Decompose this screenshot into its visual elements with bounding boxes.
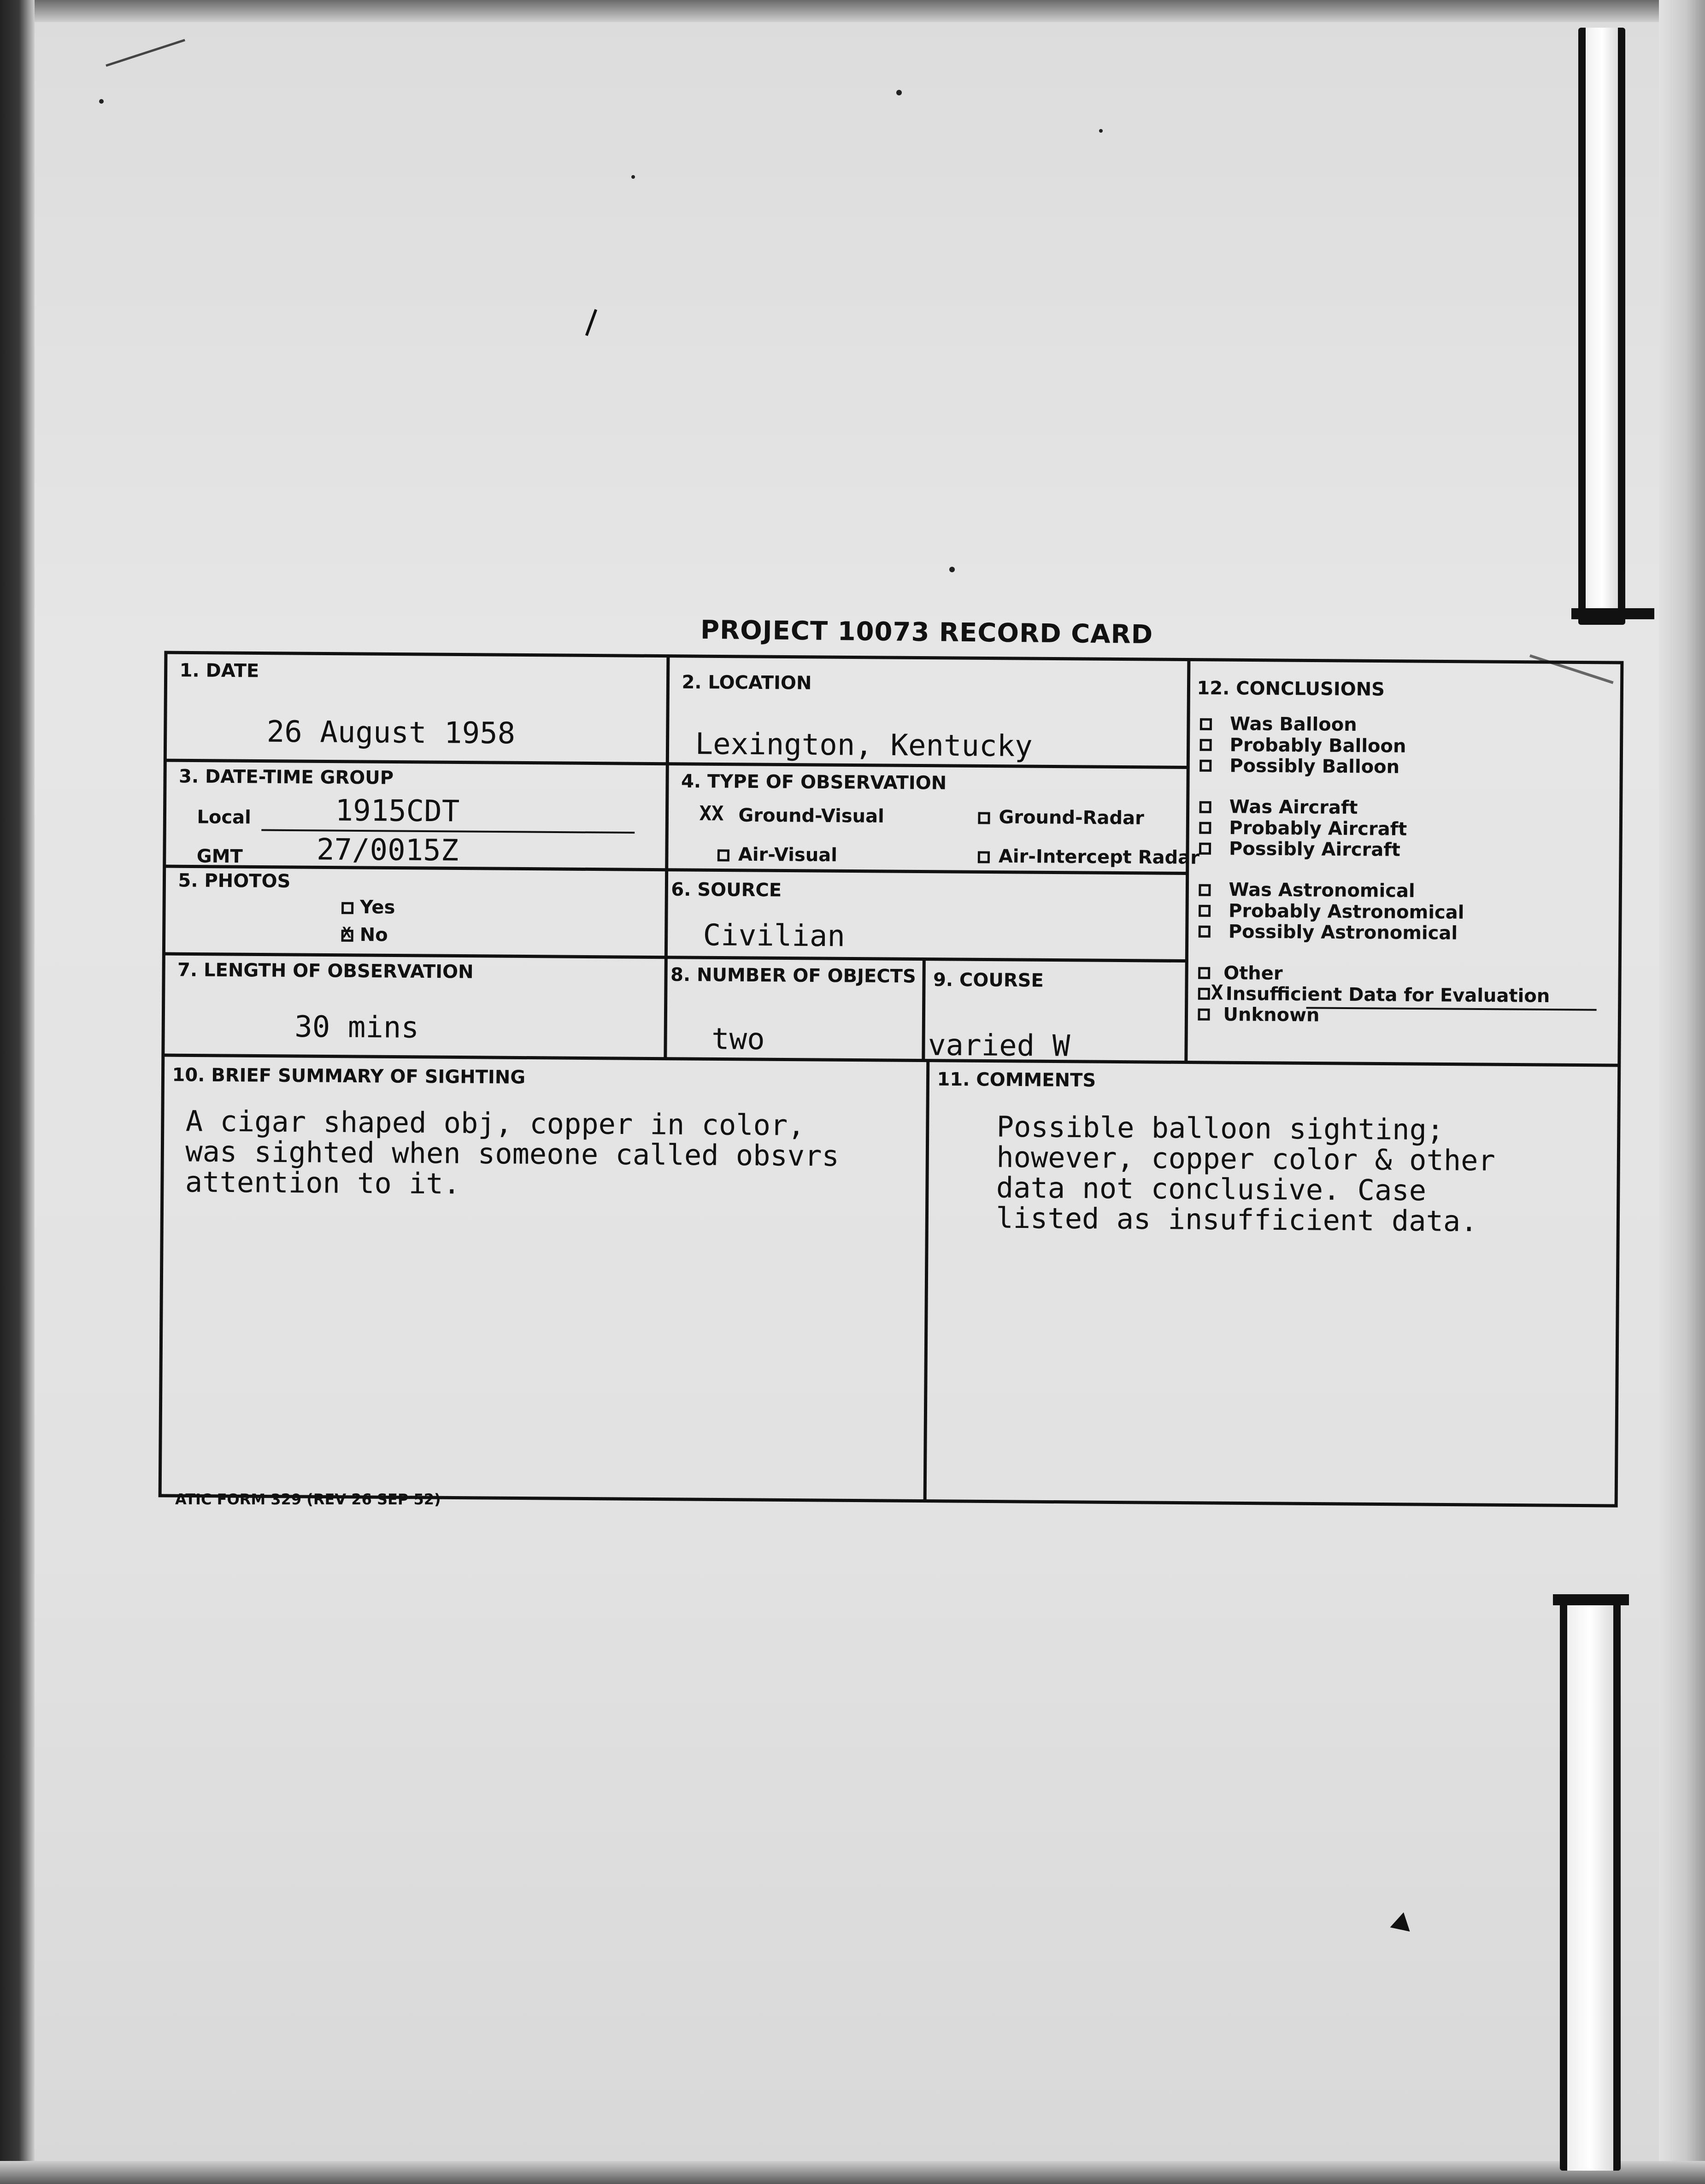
option-possibly-balloon: Possibly Balloon (1229, 755, 1400, 778)
field-label-date-time-group: 3. DATE-TIME GROUP (178, 766, 394, 789)
gmt-label: GMT (196, 845, 243, 868)
grid-line (163, 1055, 1619, 1065)
grid-line (165, 760, 1188, 767)
checkbox-possibly-aircraft[interactable] (1199, 843, 1211, 855)
field-label-conclusions: 12. CONCLUSIONS (1197, 677, 1385, 700)
checkbox-probably-aircraft[interactable] (1199, 822, 1211, 834)
scan-edge-left (0, 0, 35, 2184)
binder-clip-top (1578, 28, 1625, 625)
option-air-intercept-radar: Air-Intercept Radar (998, 845, 1200, 869)
check-mark-insufficient-data: X (1211, 980, 1223, 1005)
scan-speck (949, 567, 955, 572)
option-photos-no: No (359, 924, 388, 946)
field-value-course: varied W (928, 1028, 1070, 1063)
grid-line (925, 1061, 928, 1501)
checkbox-probably-balloon[interactable] (1200, 739, 1212, 751)
option-ground-visual: Ground-Visual (738, 804, 884, 827)
scan-speck (631, 175, 635, 179)
local-label: Local (197, 806, 252, 828)
checkbox-air-visual[interactable] (717, 849, 729, 861)
scan-speck (99, 99, 104, 104)
option-was-balloon: Was Balloon (1229, 713, 1357, 736)
field-value-number-of-objects: two (711, 1022, 765, 1057)
scan-edge-right (1659, 0, 1705, 2184)
field-label-summary: 10. BRIEF SUMMARY OF SIGHTING (172, 1064, 526, 1088)
option-insufficient-data: Insufficient Data for Evaluation (1225, 983, 1550, 1007)
field-label-length-of-observation: 7. LENGTH OF OBSERVATION (177, 959, 474, 983)
checkbox-possibly-astronomical[interactable] (1199, 926, 1211, 938)
summary-line: was sighted when someone called obsvrs (185, 1134, 840, 1173)
field-label-type-of-observation: 4. TYPE OF OBSERVATION (681, 770, 947, 794)
option-ground-radar: Ground-Radar (999, 806, 1145, 829)
scan-speck (1099, 129, 1103, 133)
comments-line: listed as insufficient data. (996, 1201, 1478, 1238)
form-id: ATIC FORM 329 (REV 26 SEP 52) (175, 1491, 441, 1508)
field-value-length-of-observation: 30 mins (294, 1010, 419, 1045)
option-possibly-astronomical: Possibly Astronomical (1228, 921, 1458, 944)
field-value-source: Civilian (703, 918, 846, 954)
summary-line: A cigar shaped obj, copper in color, (185, 1104, 805, 1142)
comments-line: data not conclusive. Case (996, 1170, 1427, 1208)
gmt-time-value: 27/0015Z (316, 833, 459, 868)
option-was-aircraft: Was Aircraft (1229, 796, 1358, 819)
binder-clip-top-foot (1571, 608, 1654, 619)
grid-line (164, 954, 1187, 961)
card-title: PROJECT 10073 RECORD CARD (700, 615, 1153, 650)
check-mark-ground-visual: XX (699, 802, 724, 826)
checkbox-probably-astronomical[interactable] (1199, 905, 1211, 917)
scan-speck (896, 90, 902, 95)
field-label-date: 1. DATE (179, 660, 259, 682)
field-value-location: Lexington, Kentucky (695, 727, 1033, 764)
checkbox-insufficient-data[interactable] (1198, 988, 1210, 1000)
option-other: Other (1223, 963, 1283, 985)
summary-line: attention to it. (185, 1165, 461, 1201)
checkbox-was-balloon[interactable] (1200, 718, 1212, 730)
grid-line (923, 959, 924, 1061)
option-probably-balloon: Probably Balloon (1229, 734, 1406, 757)
checkbox-other[interactable] (1198, 967, 1210, 979)
field-label-location: 2. LOCATION (682, 671, 812, 694)
comments-line: however, copper color & other (996, 1140, 1496, 1178)
field-label-course: 9. COURSE (933, 969, 1044, 992)
field-label-photos: 5. PHOTOS (178, 870, 291, 892)
field-label-source: 6. SOURCE (671, 879, 782, 901)
checkbox-unknown[interactable] (1198, 1009, 1210, 1021)
binder-clip-bottom-cap (1553, 1594, 1629, 1605)
field-label-comments: 11. COMMENTS (937, 1069, 1096, 1092)
option-photos-yes: Yes (359, 897, 395, 918)
field-value-date: 26 August 1958 (266, 715, 516, 751)
option-possibly-aircraft: Possibly Aircraft (1229, 838, 1401, 861)
scan-edge-bottom (0, 2161, 1705, 2184)
check-mark-photos-no: X (342, 923, 352, 941)
checkbox-was-aircraft[interactable] (1199, 801, 1211, 813)
option-was-astronomical: Was Astronomical (1229, 879, 1415, 902)
scan-edge-top (0, 0, 1705, 22)
local-time-value: 1915CDT (335, 793, 460, 829)
option-probably-astronomical: Probably Astronomical (1228, 900, 1464, 923)
grid-line (665, 656, 668, 1059)
record-card (155, 650, 1627, 1508)
option-air-visual: Air-Visual (738, 844, 838, 866)
comments-line: Possible balloon sighting; (996, 1110, 1444, 1147)
option-probably-aircraft: Probably Aircraft (1229, 817, 1407, 840)
checkbox-ground-radar[interactable] (978, 812, 990, 824)
underline-local (261, 830, 635, 833)
checkbox-photos-yes[interactable] (341, 902, 353, 914)
field-label-number-of-objects: 8. NUMBER OF OBJECTS (670, 964, 916, 987)
underline-other (1306, 1008, 1597, 1010)
checkbox-possibly-balloon[interactable] (1199, 760, 1211, 772)
checkbox-was-astronomical[interactable] (1199, 884, 1211, 896)
option-unknown: Unknown (1223, 1004, 1320, 1026)
binder-clip-bottom (1560, 1597, 1621, 2171)
checkbox-air-intercept-radar[interactable] (978, 851, 990, 863)
